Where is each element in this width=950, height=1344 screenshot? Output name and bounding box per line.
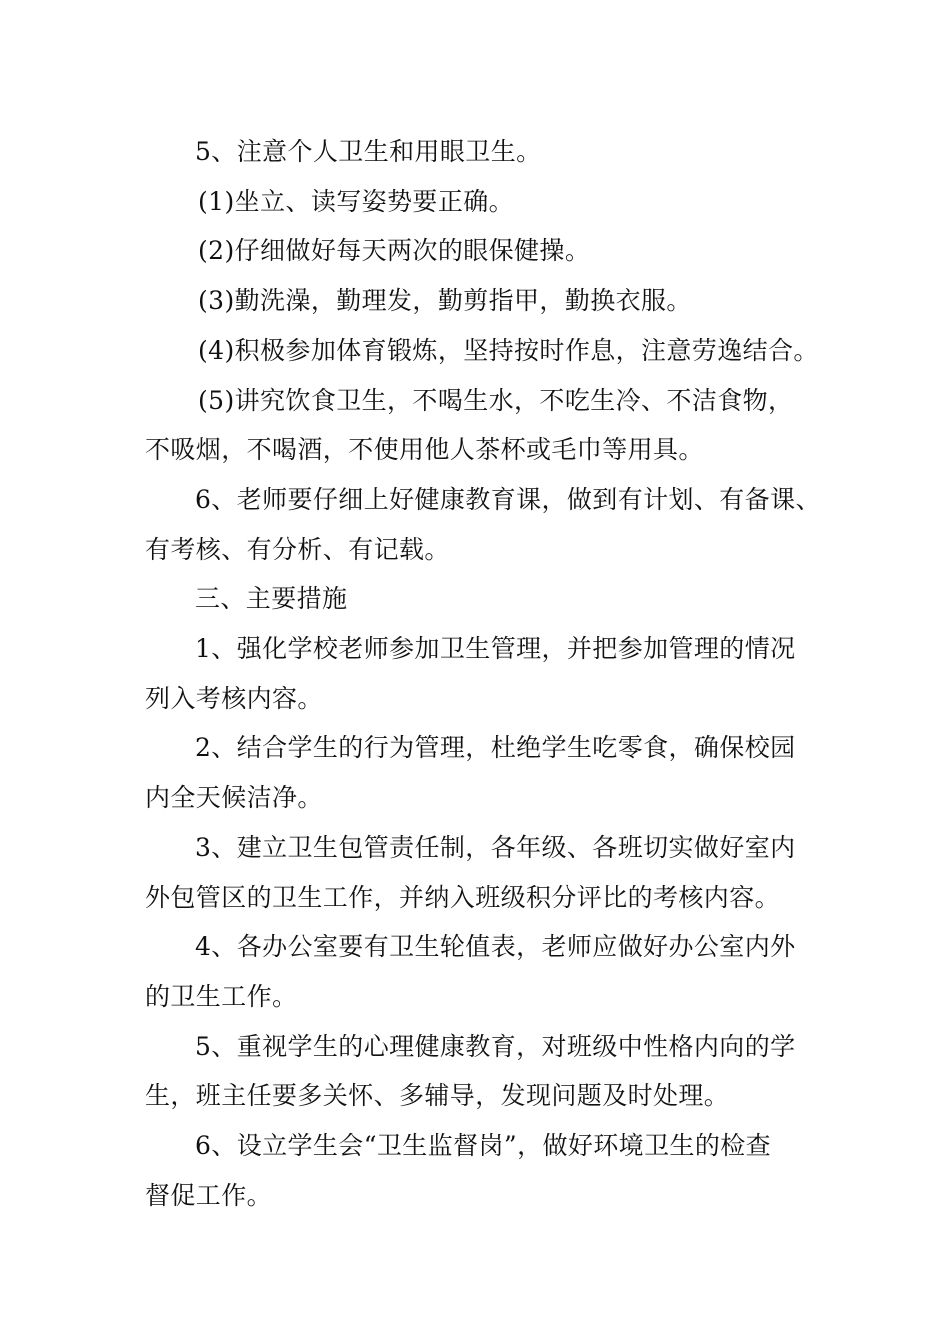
section-heading: 三、主要措施 bbox=[195, 584, 348, 614]
text-line: 有考核、有分析、有记载。 bbox=[145, 534, 450, 564]
text-line: 5、重视学生的心理健康教育，对班级中性格内向的学 bbox=[195, 1031, 796, 1061]
text-line: 的卫生工作。 bbox=[145, 981, 298, 1011]
text-line: 内全天候洁净。 bbox=[145, 783, 323, 813]
text-line: 外包管区的卫生工作，并纳入班级积分评比的考核内容。 bbox=[145, 882, 781, 912]
text-line: (4)积极参加体育锻炼，坚持按时作息，注意劳逸结合。 bbox=[198, 335, 819, 365]
text-line: (5)讲究饮食卫生，不喝生水，不吃生冷、不洁食物， bbox=[198, 385, 794, 415]
text-line: 1、强化学校老师参加卫生管理，并把参加管理的情况 bbox=[195, 634, 796, 664]
text-line: (2)仔细做好每天两次的眼保健操。 bbox=[198, 236, 591, 266]
text-line: 4、各办公室要有卫生轮值表，老师应做好办公室内外 bbox=[195, 932, 796, 962]
text-line: 生，班主任要多关怀、多辅导，发现问题及时处理。 bbox=[145, 1081, 730, 1111]
text-line: 5、注意个人卫生和用眼卫生。 bbox=[195, 137, 542, 166]
text-line: 列入考核内容。 bbox=[145, 683, 323, 713]
text-line: 督促工作。 bbox=[145, 1180, 273, 1210]
text-line: 2、结合学生的行为管理，杜绝学生吃零食，确保校园 bbox=[195, 733, 796, 763]
text-line: 不吸烟，不喝酒，不使用他人茶杯或毛巾等用具。 bbox=[145, 435, 704, 465]
text-line: 3、建立卫生包管责任制，各年级、各班切实做好室内 bbox=[195, 832, 796, 862]
text-line: 6、设立学生会“卫生监督岗”，做好环境卫生的检查 bbox=[195, 1131, 772, 1161]
text-line: (3)勤洗澡，勤理发，勤剪指甲，勤换衣服。 bbox=[198, 286, 692, 316]
document-body bbox=[145, 127, 825, 1220]
text-line: (1)坐立、读写姿势要正确。 bbox=[198, 186, 515, 216]
text-line: 6、老师要仔细上好健康教育课，做到有计划、有备课、 bbox=[195, 484, 821, 514]
